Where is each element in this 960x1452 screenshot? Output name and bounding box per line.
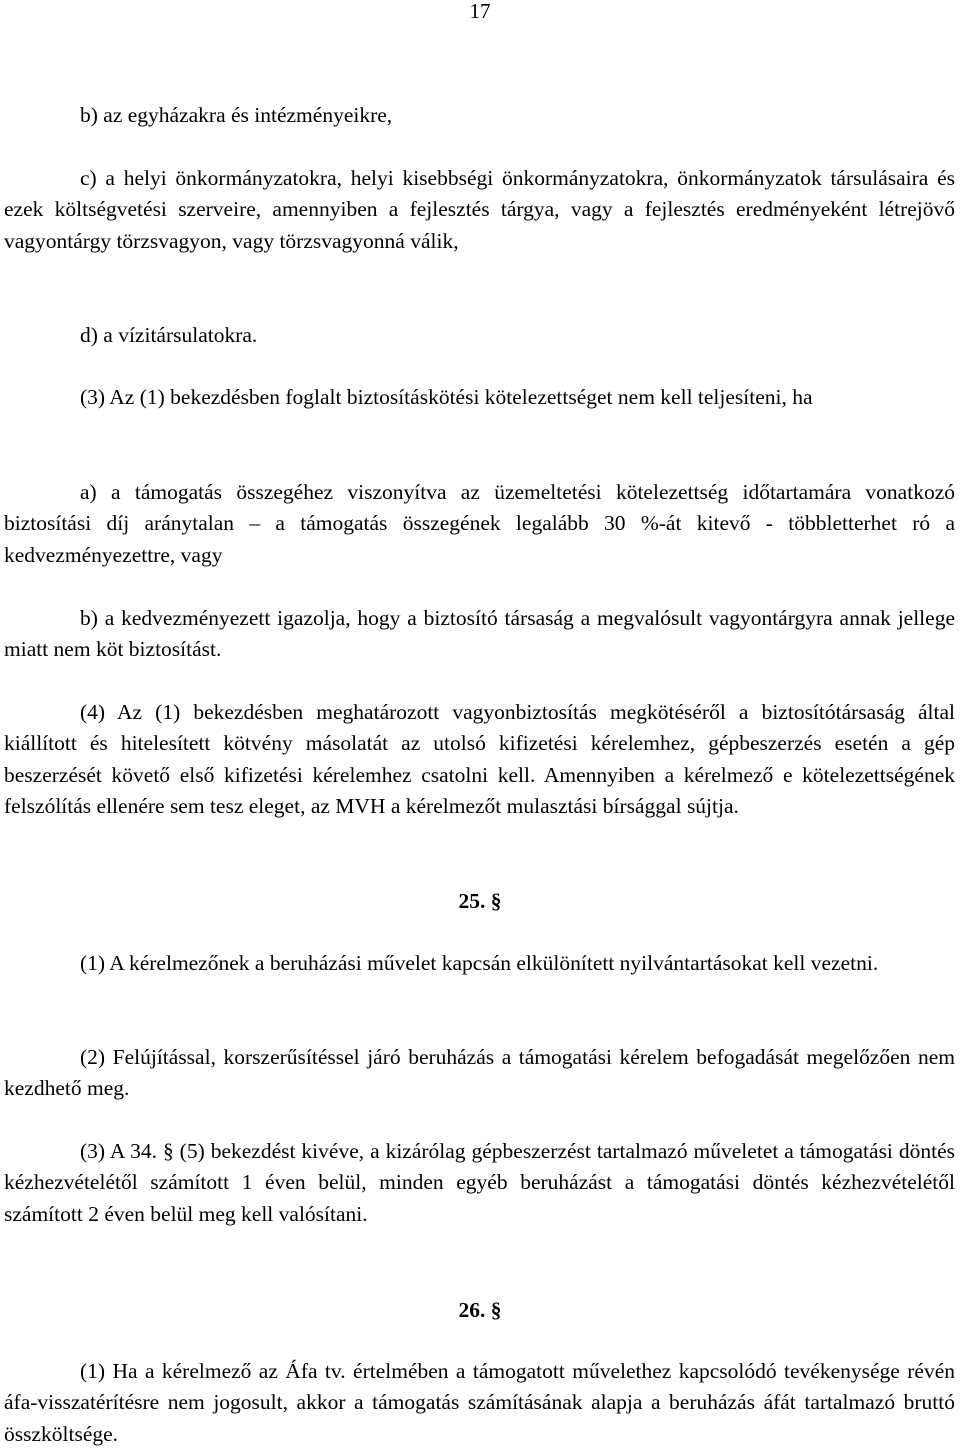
section-heading-25: 25. §	[458, 889, 502, 913]
paragraph-b-churches: b) az egyházakra és intézményeikre,	[80, 103, 393, 127]
paragraph-25-2-renovation: (2) Felújítással, korszerűsítéssel járó beruházás a támogatási kérelem befogadását megelőzően nem kezdhető meg.	[4, 1045, 955, 1101]
paragraph-c-municipalities: c) a helyi önkormányzatokra, helyi kisebbségi önkormányzatokra, önkormányzatok társulásaira és ezek költségvetési szerveire, amennyiben a fejlesztés tárgya, vagy a fejlesztés eredményeként létrejövő vagyontárgy törzsvagyon, vagy törzsvagyonná válik,	[4, 166, 955, 253]
paragraph-d-water-associations: d) a vízitársulatokra.	[80, 323, 258, 347]
paragraph-4-policy-copy: (4) Az (1) bekezdésben meghatározott vagyonbiztosítás megkötéséről a biztosítótársaság által kiállított és hitelesített kötvény másolatát az utolsó kifizetési kérelemhez, gépbeszerzés esetén a gép beszerzését követő első kifizetési kérelemhez csatolni kell. Amennyiben a kérelmező e kötelezettségének felszólítás ellenére sem tesz eleget, az MVH a kérelmezőt mulasztási bírsággal sújtja.	[4, 700, 955, 818]
paragraph-a-disproportionate-fee: a) a támogatás összegéhez viszonyítva az üzemeltetési kötelezettség időtartamára vonatkozó biztosítási díj aránytalan – a támogatás összegének legalább 30 %-át kitevő - többletterhet ró a kedvezményezettre, vagy	[4, 480, 955, 567]
paragraph-3-insurance-exemption: (3) Az (1) bekezdésben foglalt biztosításkötési kötelezettséget nem kell teljesíteni, ha	[80, 385, 813, 409]
paragraph-b-insurer-certifies: b) a kedvezményezett igazolja, hogy a biztosító társaság a megvalósult vagyontárgyra annak jellege miatt nem köt biztosítást.	[4, 606, 955, 662]
page-number: 17	[469, 0, 491, 23]
paragraph-25-3-deadlines: (3) A 34. § (5) bekezdést kivéve, a kizárólag gépbeszerzést tartalmazó műveletet a támogatási döntés kézhezvételétől számított 1 éven belül, minden egyéb beruházást a támogatási döntés kézhezvételétől számított 2 éven belül meg kell valósítani.	[4, 1139, 955, 1226]
paragraph-25-1-records: (1) A kérelmezőnek a beruházási művelet kapcsán elkülönített nyilvántartásokat kell vezetni.	[80, 951, 879, 975]
section-heading-26: 26. §	[458, 1298, 502, 1322]
paragraph-26-1-vat: (1) Ha a kérelmező az Áfa tv. értelmében a támogatott művelethez kapcsolódó tevékenysége révén áfa-visszatérítésre nem jogosult, akkor a támogatás számításának alapja a beruházás áfát tartalmazó bruttó összköltsége.	[4, 1359, 955, 1446]
